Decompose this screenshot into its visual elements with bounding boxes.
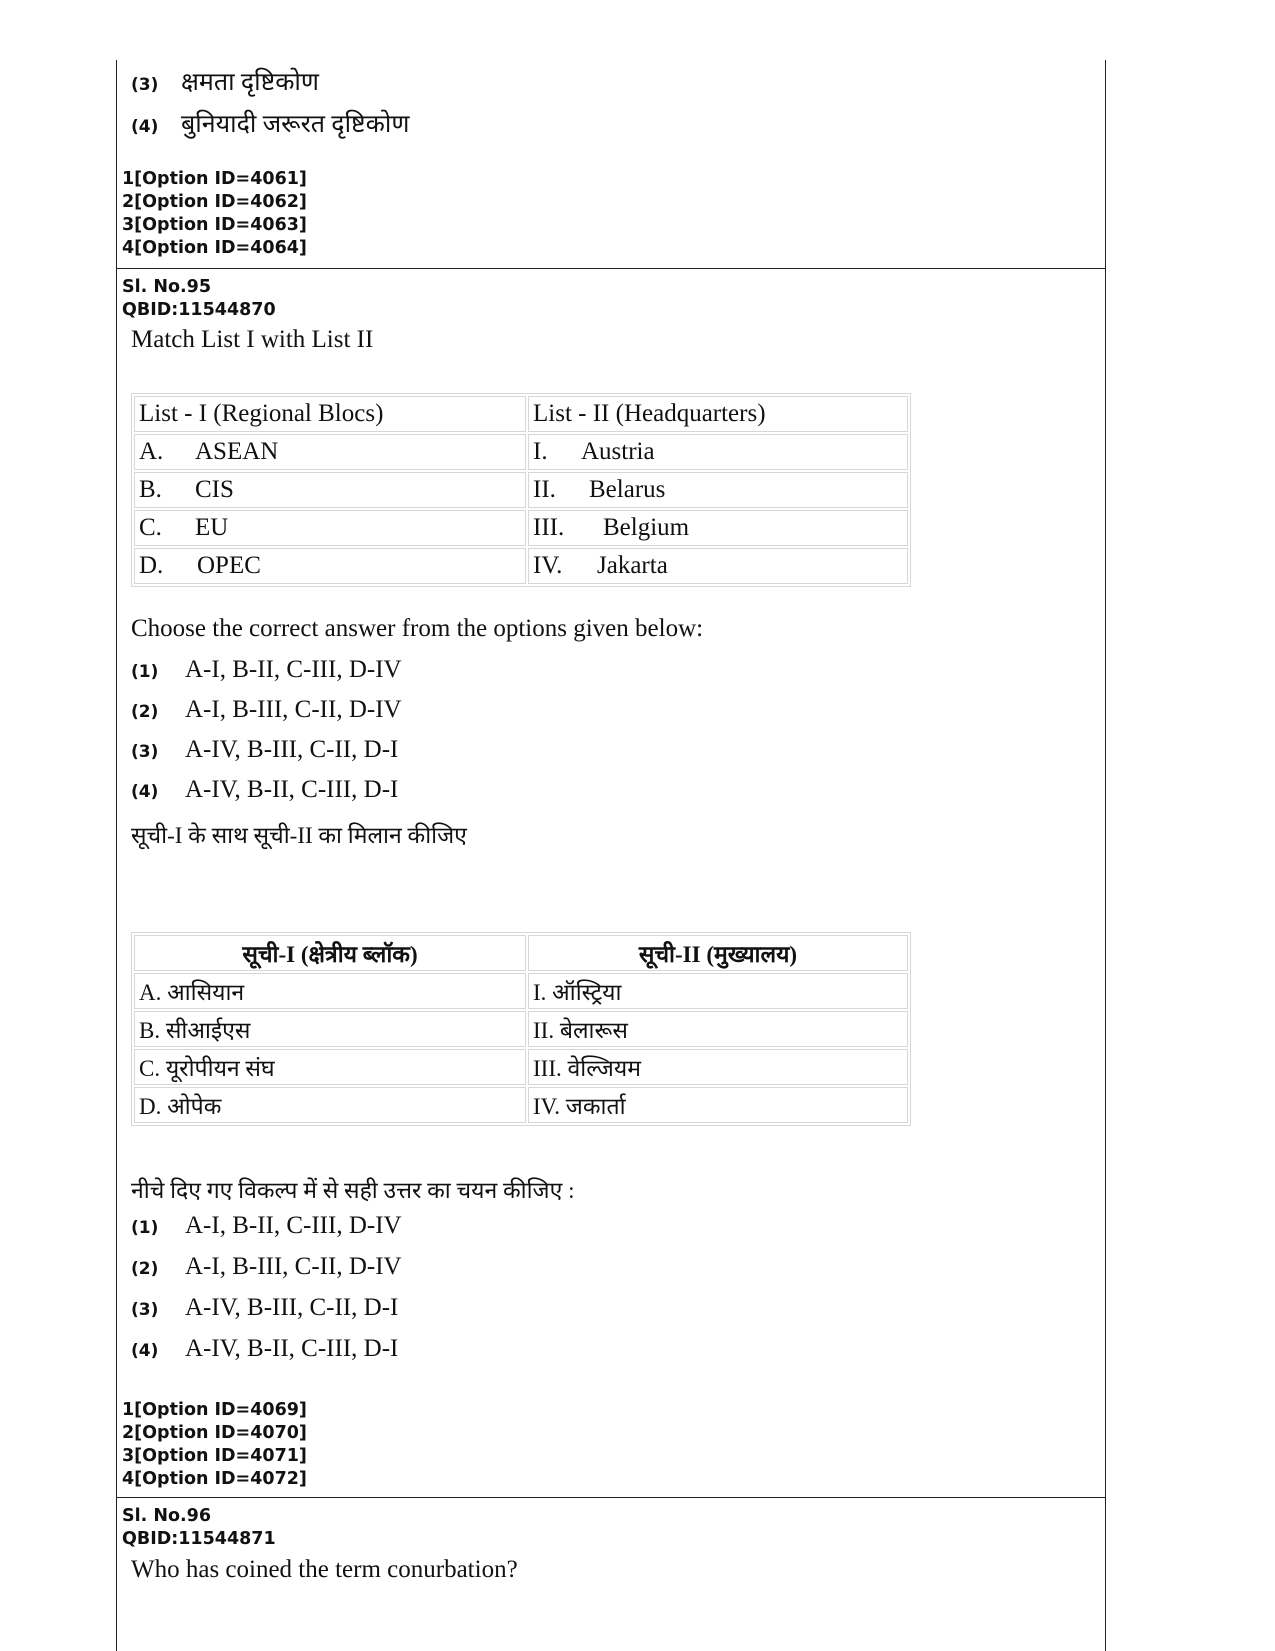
list-2-header: List - II (Headquarters) [528, 396, 908, 432]
option-text: A-I, B-II, C-III, D-IV [185, 1212, 402, 1239]
item-label: A. [139, 438, 164, 465]
option-number: (1) [131, 1218, 159, 1238]
option-number: (4) [131, 117, 159, 137]
option-id: 3[Option ID=4071] [122, 1446, 307, 1466]
option-row [131, 106, 409, 140]
item-text: Jakarta [597, 552, 668, 579]
list-2-cell [528, 510, 908, 546]
item-label: IV. [533, 552, 563, 579]
option-text: बुनियादी जरूरत दृष्टिकोण [181, 111, 410, 138]
option-text: A-I, B-II, C-III, D-IV [185, 656, 402, 683]
item-label: II. [533, 476, 556, 503]
list-1-cell [134, 472, 526, 508]
option-id-list [122, 1399, 307, 1491]
item-label: B. [139, 476, 162, 503]
divider-q95 [116, 268, 1106, 269]
option-text: A-I, B-III, C-II, D-IV [185, 696, 402, 723]
option-row [131, 1212, 402, 1240]
option-number: (1) [131, 662, 159, 682]
list-2-cell: II. बेलारूस [528, 1011, 908, 1047]
list-2-cell: I. ऑस्ट्रिया [528, 973, 908, 1009]
list-1-cell: A. आसियान [134, 973, 526, 1009]
match-table-english [131, 393, 911, 587]
question-meta [122, 276, 276, 322]
list-1-header: List - I (Regional Blocs) [134, 396, 526, 432]
option-id: 2[Option ID=4070] [122, 1423, 307, 1443]
item-text: CIS [195, 476, 234, 503]
item-text: EU [195, 514, 229, 541]
option-row [131, 656, 402, 684]
option-row [131, 736, 398, 764]
option-id-list [122, 168, 307, 260]
option-number: (2) [131, 1259, 159, 1279]
option-row [131, 1253, 402, 1281]
option-text: क्षमता दृष्टिकोण [181, 69, 319, 96]
item-text: ASEAN [195, 438, 279, 465]
list-1-cell: B. सीआईएस [134, 1011, 526, 1047]
list-2-cell [528, 472, 908, 508]
list-1-cell [134, 548, 526, 584]
qbid: QBID:11544870 [122, 300, 276, 320]
table-row [134, 1049, 908, 1085]
option-row [131, 696, 402, 724]
table-row [134, 1087, 908, 1123]
option-text: A-IV, B-III, C-II, D-I [185, 1294, 399, 1321]
table-row [134, 472, 908, 508]
list-1-cell [134, 510, 526, 546]
option-id: 1[Option ID=4061] [122, 169, 307, 189]
serial-number: Sl. No.96 [122, 1506, 212, 1526]
question-prompt-hindi: सूची-I के साथ सूची-II का मिलान कीजिए [131, 823, 467, 848]
option-number: (3) [131, 1300, 159, 1320]
instruction-hindi: नीचे दिए गए विकल्प में से सही उत्तर का चयन कीजिए : [131, 1178, 575, 1203]
option-text: A-I, B-III, C-II, D-IV [185, 1253, 402, 1280]
item-label: III. [533, 514, 565, 541]
table-row [134, 973, 908, 1009]
option-row [131, 1335, 398, 1363]
item-text: Belarus [589, 476, 666, 503]
serial-number: Sl. No.95 [122, 277, 212, 297]
list-1-cell: C. यूरोपीयन संघ [134, 1049, 526, 1085]
list-2-header: सूची-II (मुख्यालय) [528, 935, 908, 971]
table-header-row [134, 396, 908, 432]
option-number: (3) [131, 742, 159, 762]
item-text: OPEC [197, 552, 261, 579]
option-text: A-IV, B-II, C-III, D-I [185, 1335, 399, 1362]
option-text: A-IV, B-II, C-III, D-I [185, 776, 399, 803]
option-number: (3) [131, 75, 159, 95]
option-id: 2[Option ID=4062] [122, 192, 307, 212]
option-id: 4[Option ID=4064] [122, 238, 307, 258]
option-number: (4) [131, 782, 159, 802]
option-id: 3[Option ID=4063] [122, 215, 307, 235]
option-id: 1[Option ID=4069] [122, 1400, 307, 1420]
option-row [131, 64, 319, 98]
option-number: (4) [131, 1341, 159, 1361]
list-1-header: सूची-I (क्षेत्रीय ब्लॉक) [134, 935, 526, 971]
item-label: C. [139, 514, 162, 541]
table-row [134, 434, 908, 470]
option-id: 4[Option ID=4072] [122, 1469, 307, 1489]
divider-q96 [116, 1497, 1106, 1498]
list-1-cell [134, 434, 526, 470]
option-text: A-IV, B-III, C-II, D-I [185, 736, 399, 763]
question-prompt: Who has coined the term conurbation? [131, 1556, 518, 1583]
table-row [134, 1011, 908, 1047]
option-row [131, 776, 398, 804]
table-row [134, 510, 908, 546]
option-number: (2) [131, 702, 159, 722]
table-header-row [134, 935, 908, 971]
table-row [134, 548, 908, 584]
item-label: I. [533, 438, 548, 465]
list-2-cell [528, 434, 908, 470]
list-2-cell: III. वेल्जियम [528, 1049, 908, 1085]
instruction: Choose the correct answer from the options given below: [131, 615, 704, 642]
list-2-cell [528, 548, 908, 584]
option-row [131, 1294, 398, 1322]
item-text: Austria [581, 438, 655, 465]
question-prompt: Match List I with List II [131, 326, 374, 353]
qbid: QBID:11544871 [122, 1529, 276, 1549]
list-2-cell: IV. जकार्ता [528, 1087, 908, 1123]
question-meta [122, 1505, 276, 1551]
item-label: D. [139, 552, 164, 579]
list-1-cell: D. ओपेक [134, 1087, 526, 1123]
match-table-hindi [131, 932, 911, 1126]
item-text: Belgium [603, 514, 690, 541]
